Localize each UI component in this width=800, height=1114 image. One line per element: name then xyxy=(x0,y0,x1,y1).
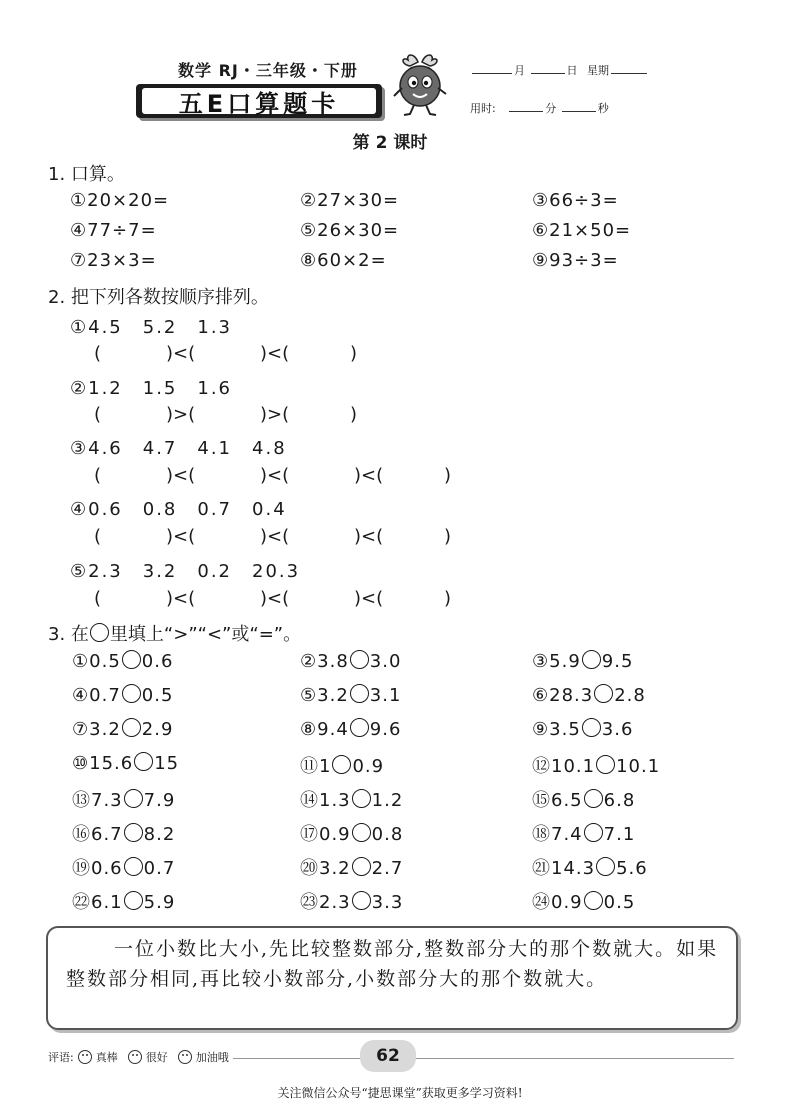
q3-item-number: ① xyxy=(72,651,90,672)
page-number: 62 xyxy=(360,1040,416,1072)
compare-circle-icon[interactable] xyxy=(584,891,603,910)
compare-circle-icon[interactable] xyxy=(582,650,601,669)
q3-item xyxy=(300,854,403,880)
q3-item xyxy=(532,820,635,846)
slot: )<( xyxy=(260,588,290,609)
q1-item[interactable]: ⑨93÷3= xyxy=(532,250,619,271)
day-blank[interactable] xyxy=(531,63,565,74)
q3-left-value: 15.6 xyxy=(89,753,134,774)
cheer-face-icon[interactable] xyxy=(178,1050,192,1064)
q3-item xyxy=(72,718,173,740)
tip-text: 一位小数比大小,先比较整数部分,整数部分大的那个数就大。如果整数部分相同,再比较小数部分,小数部分大的那个数就大。 xyxy=(66,938,719,990)
compare-circle-icon[interactable] xyxy=(352,891,371,910)
slot: ( xyxy=(94,343,102,364)
q3-item-number: ④ xyxy=(72,685,90,706)
q3-right-value: 0.6 xyxy=(141,651,174,672)
q3-right-value: 0.5 xyxy=(603,892,636,913)
q3-item-number: ㉒ xyxy=(72,892,91,913)
q3-right-value: 3.6 xyxy=(601,719,634,740)
slot: )<( xyxy=(260,343,290,364)
q2-answer-slots[interactable] xyxy=(94,404,357,425)
title-banner xyxy=(136,84,382,118)
month-label: 月 xyxy=(514,64,525,77)
compare-circle-icon[interactable] xyxy=(594,684,613,703)
subject-label: 数学 RJ・三年级・下册 xyxy=(178,61,358,80)
q3-item-number: ⑬ xyxy=(72,790,91,811)
q2-answer-slots[interactable] xyxy=(94,465,451,486)
slot: ) xyxy=(444,588,452,609)
q3-item xyxy=(72,820,175,846)
slot: ) xyxy=(444,526,452,547)
bottom-note: 关注微信公众号“捷思课堂”获取更多学习资料! xyxy=(277,1086,523,1100)
q3-left-value: 0.7 xyxy=(89,685,121,706)
q1-item[interactable]: ⑥21×50= xyxy=(532,220,632,241)
slot: ( xyxy=(94,526,102,547)
weekday-blank[interactable] xyxy=(611,63,647,74)
compare-circle-icon[interactable] xyxy=(124,823,143,842)
slot: )<( xyxy=(166,588,196,609)
slot: )>( xyxy=(260,404,290,425)
q3-item xyxy=(300,718,401,740)
q3-item-number: ② xyxy=(300,651,318,672)
tip-box xyxy=(46,926,738,1030)
q3-item xyxy=(300,684,401,706)
slot: ) xyxy=(444,465,452,486)
q3-left-value: 6.5 xyxy=(551,790,583,811)
q3-item xyxy=(72,786,175,812)
eval-option-3: 加油哦 xyxy=(195,1051,229,1064)
q3-item xyxy=(532,786,635,812)
q3-item xyxy=(532,650,633,672)
q1-item[interactable]: ⑤26×30= xyxy=(300,220,400,241)
q3-item xyxy=(300,752,384,778)
q3-right-value: 0.8 xyxy=(371,824,404,845)
q3-right-value: 5.6 xyxy=(616,858,648,879)
q3-item-number: ⑱ xyxy=(532,824,551,845)
slot: ( xyxy=(94,465,102,486)
q3-item xyxy=(72,752,179,774)
eval-label: 评语: xyxy=(48,1051,74,1064)
q3-item xyxy=(300,650,401,672)
q3-left-value: 0.9 xyxy=(319,824,351,845)
q3-right-value: 0.7 xyxy=(143,858,176,879)
day-label: 日 xyxy=(566,64,578,77)
q3-item-number: ③ xyxy=(532,651,550,672)
happy-face-icon[interactable] xyxy=(128,1050,142,1064)
compare-circle-icon[interactable] xyxy=(584,823,603,842)
q3-right-value: 2.7 xyxy=(371,858,404,879)
weekday-label: 星期 xyxy=(587,64,609,77)
compare-circle-icon[interactable] xyxy=(122,650,141,669)
compare-circle-icon[interactable] xyxy=(350,684,369,703)
q3-item xyxy=(532,684,646,706)
q3-right-value: 10.1 xyxy=(616,756,661,777)
q3-left-value: 3.2 xyxy=(319,858,351,879)
q3-item-number: ⑤ xyxy=(300,685,318,706)
q3-left-value: 3.8 xyxy=(317,651,349,672)
compare-circle-icon[interactable] xyxy=(350,650,369,669)
q2-answer-slots[interactable] xyxy=(94,526,451,547)
slot: )<( xyxy=(354,588,384,609)
q3-left-value: 3.2 xyxy=(89,719,121,740)
q2-numbers: ⑤2.3 3.2 0.2 20.3 xyxy=(70,561,301,582)
compare-circle-icon[interactable] xyxy=(134,752,153,771)
lesson-title: 第 2 课时 xyxy=(352,133,428,153)
q3-left-value: 0.5 xyxy=(89,651,121,672)
q3-right-value: 0.5 xyxy=(141,685,174,706)
q3-item-number: ⑯ xyxy=(72,824,91,845)
q3-left-value: 14.3 xyxy=(551,858,596,879)
evaluation-bar xyxy=(48,1049,233,1065)
q3-right-value: 9.5 xyxy=(601,651,634,672)
minute-blank[interactable] xyxy=(509,101,543,112)
compare-circle-icon[interactable] xyxy=(332,755,351,774)
q3-item-number: ㉑ xyxy=(532,858,551,879)
q3-left-value: 0.6 xyxy=(91,858,123,879)
q3-item-number: ⑨ xyxy=(532,719,550,740)
q3-right-value: 15 xyxy=(154,753,180,774)
compare-circle-icon[interactable] xyxy=(122,718,141,737)
compare-circle-icon[interactable] xyxy=(352,823,371,842)
q3-left-value: 5.9 xyxy=(549,651,581,672)
q2-answer-slots[interactable] xyxy=(94,343,357,364)
slot: )>( xyxy=(166,404,196,425)
q3-right-value: 7.9 xyxy=(143,790,176,811)
q3-left-value: 6.1 xyxy=(91,892,123,913)
q3-item xyxy=(532,718,633,740)
q1-item[interactable]: ①20×20= xyxy=(70,190,170,211)
q3-right-value: 7.1 xyxy=(603,824,636,845)
q3-item xyxy=(72,854,175,880)
q3-right-value: 8.2 xyxy=(143,824,176,845)
slot: ) xyxy=(350,404,358,425)
compare-circle-icon[interactable] xyxy=(596,755,615,774)
q1-item[interactable]: ⑧60×2= xyxy=(300,250,387,271)
q3-left-value: 0.9 xyxy=(551,892,583,913)
q2-numbers: ④0.6 0.8 0.7 0.4 xyxy=(70,499,287,520)
q3-left-value: 7.3 xyxy=(91,790,123,811)
q3-right-value: 1.2 xyxy=(371,790,404,811)
q3-item-number: ⑧ xyxy=(300,719,318,740)
q3-item xyxy=(532,752,660,778)
q3-item-number: ㉔ xyxy=(532,892,551,913)
eval-option-1: 真棒 xyxy=(95,1051,118,1064)
q3-left-value: 1.3 xyxy=(319,790,351,811)
eval-option-2: 很好 xyxy=(145,1051,168,1064)
q3-left-value: 7.4 xyxy=(551,824,583,845)
q2-numbers: ③4.6 4.7 4.1 4.8 xyxy=(70,438,287,459)
q3-left-value: 6.7 xyxy=(91,824,123,845)
q3-item xyxy=(300,820,403,846)
slot: ( xyxy=(94,404,102,425)
q3-left-value: 10.1 xyxy=(551,756,596,777)
q3-right-value: 6.8 xyxy=(603,790,636,811)
q3-item-number: ⑥ xyxy=(532,685,550,706)
q3-left-value: 28.3 xyxy=(549,685,594,706)
q3-right-value: 3.0 xyxy=(369,651,402,672)
q3-item-number: ⑫ xyxy=(532,756,551,777)
date-line xyxy=(470,62,649,78)
time-line xyxy=(470,100,609,116)
q3-item xyxy=(532,888,635,914)
q1-item[interactable]: ②27×30= xyxy=(300,190,400,211)
compare-circle-icon[interactable] xyxy=(124,891,143,910)
q3-item xyxy=(72,888,175,914)
q3-item xyxy=(532,854,648,880)
slot: )<( xyxy=(166,465,196,486)
compare-circle-icon[interactable] xyxy=(124,789,143,808)
compare-circle-icon[interactable] xyxy=(596,857,615,876)
q3-right-value: 3.1 xyxy=(369,685,402,706)
q3-right-value: 2.8 xyxy=(614,685,646,706)
compare-circle-icon[interactable] xyxy=(352,857,371,876)
compare-circle-icon[interactable] xyxy=(124,857,143,876)
q3-right-value: 2.9 xyxy=(141,719,174,740)
q3-item xyxy=(72,650,173,672)
q2-title: 2. 把下列各数按顺序排列。 xyxy=(48,287,269,308)
q3-item xyxy=(300,786,403,812)
q1-item[interactable]: ⑦23×3= xyxy=(70,250,157,271)
banner-title: 五E口算题卡 xyxy=(142,88,376,114)
q1-item[interactable]: ③66÷3= xyxy=(532,190,619,211)
q2-numbers: ②1.2 1.5 1.6 xyxy=(70,378,233,399)
smile-face-icon[interactable] xyxy=(78,1050,92,1064)
circle-icon xyxy=(90,623,109,642)
mascot-icon xyxy=(388,48,452,118)
q3-item-number: ⑰ xyxy=(300,824,319,845)
second-blank[interactable] xyxy=(562,101,596,112)
q1-title: 1. 口算。 xyxy=(48,164,125,185)
second-label: 秒 xyxy=(597,102,609,115)
q3-item-number: ⑭ xyxy=(300,790,319,811)
month-blank[interactable] xyxy=(472,63,512,74)
q3-left-value: 2.3 xyxy=(319,892,351,913)
q3-item xyxy=(300,888,403,914)
q3-title xyxy=(48,620,301,646)
q3-title-pre: 3. 在 xyxy=(48,624,89,645)
compare-circle-icon[interactable] xyxy=(584,789,603,808)
compare-circle-icon[interactable] xyxy=(122,684,141,703)
q3-item-number: ⑦ xyxy=(72,719,90,740)
minute-label: 分 xyxy=(545,102,557,115)
q3-item-number: ⑮ xyxy=(532,790,551,811)
q3-left-value: 9.4 xyxy=(317,719,349,740)
compare-circle-icon[interactable] xyxy=(350,718,369,737)
q3-item-number: ㉓ xyxy=(300,892,319,913)
q3-item-number: ⑲ xyxy=(72,858,91,879)
q3-right-value: 0.9 xyxy=(352,756,385,777)
q3-item-number: ⑳ xyxy=(300,858,319,879)
q3-right-value: 3.3 xyxy=(371,892,404,913)
q3-left-value: 1 xyxy=(319,756,332,777)
q2-numbers: ①4.5 5.2 1.3 xyxy=(70,317,233,338)
compare-circle-icon[interactable] xyxy=(352,789,371,808)
slot: ( xyxy=(94,588,102,609)
q3-item xyxy=(72,684,173,706)
slot: )<( xyxy=(166,343,196,364)
slot: )<( xyxy=(166,526,196,547)
slot: )<( xyxy=(260,465,290,486)
slot: )<( xyxy=(354,465,384,486)
q3-item-number: ⑪ xyxy=(300,756,319,777)
q3-title-post: 里填上“>”“<”或“=”。 xyxy=(109,624,302,645)
q3-left-value: 3.2 xyxy=(317,685,349,706)
slot: ) xyxy=(350,343,358,364)
q3-left-value: 3.5 xyxy=(549,719,581,740)
time-label: 用时: xyxy=(470,102,496,115)
slot: )<( xyxy=(354,526,384,547)
q3-item-number: ⑩ xyxy=(72,753,90,774)
compare-circle-icon[interactable] xyxy=(582,718,601,737)
slot: )<( xyxy=(260,526,290,547)
q2-answer-slots[interactable] xyxy=(94,588,451,609)
q3-right-value: 9.6 xyxy=(369,719,402,740)
q3-right-value: 5.9 xyxy=(143,892,176,913)
q1-item[interactable]: ④77÷7= xyxy=(70,220,157,241)
